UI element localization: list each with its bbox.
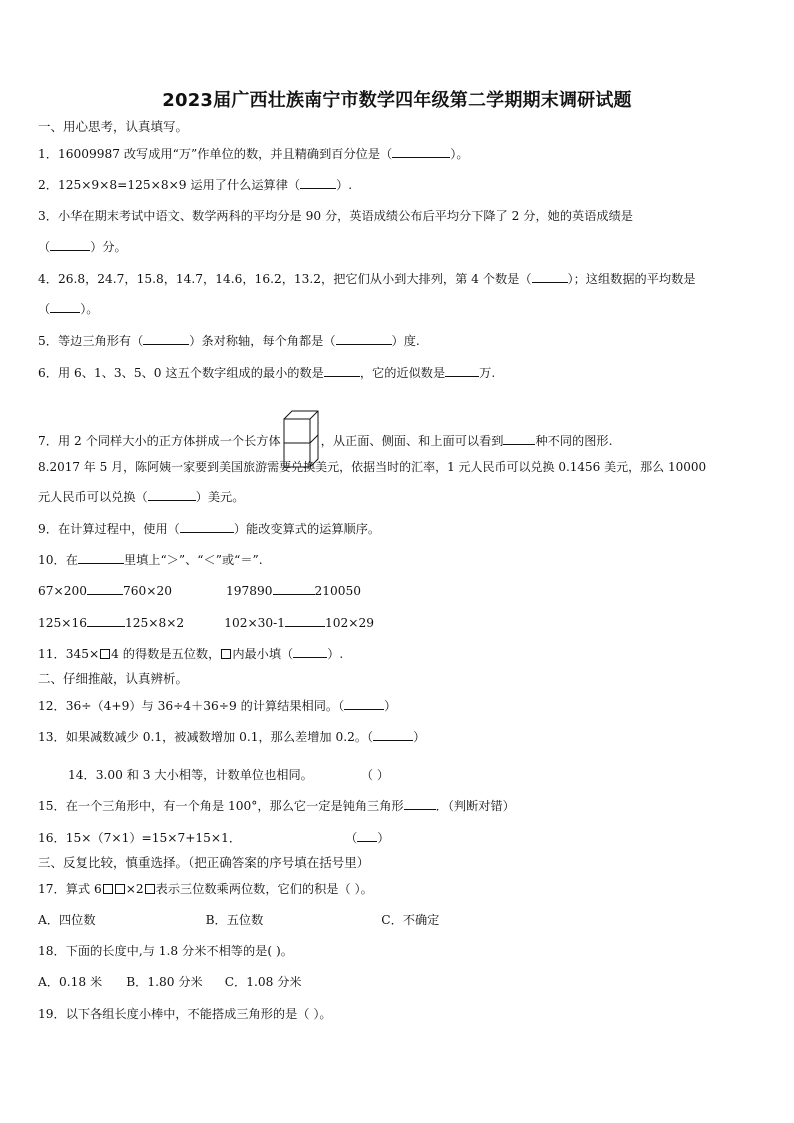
answer-blank[interactable] bbox=[293, 645, 327, 658]
question-8-line-2: 元人民币可以兑换（ ）美元。 bbox=[38, 490, 245, 504]
answer-blank[interactable] bbox=[87, 582, 123, 595]
answer-blank bbox=[78, 551, 124, 564]
box-placeholder bbox=[100, 649, 110, 659]
question-9: 9．在计算过程中，使用（ ）能改变算式的运算顺序。 bbox=[38, 522, 381, 536]
answer-blank[interactable] bbox=[445, 364, 479, 377]
question-10-row-2: 125×16 125×8×2 102×30-1 102×29 bbox=[38, 616, 375, 630]
question-10-row-1: 67×200 760×20 197890 210050 bbox=[38, 584, 362, 598]
answer-blank[interactable] bbox=[503, 432, 535, 445]
answer-blank[interactable] bbox=[50, 300, 80, 313]
box-placeholder bbox=[115, 884, 125, 894]
question-3-line-2: （ ）分。 bbox=[38, 240, 127, 254]
question-18-options bbox=[38, 973, 302, 991]
question-5: 5．等边三角形有（ ）条对称轴，每个角都是（ ）度. bbox=[38, 334, 420, 348]
answer-blank[interactable] bbox=[344, 697, 384, 710]
option-b[interactable]: B．五位数 bbox=[205, 913, 264, 927]
question-4-line-2: （ ）。 bbox=[38, 302, 99, 316]
question-13: 13．如果减数减少 0.1，被减数增加 0.1，那么差增加 0.2。（ ） bbox=[38, 730, 426, 744]
question-4-line-1: 4．26.8，24.7，15.8，14.7，14.6，16.2，13.2，把它们从小到大排列，第 4 个数是（ ）；这组数据的平均数是 bbox=[38, 272, 696, 286]
question-8-line-1: 8.2017 年 5 月，陈阿姨一家要到美国旅游需要兑换美元，依据当时的汇率，1 元人民币可以兑换 0.1456 美元，那么 10000 bbox=[38, 460, 707, 474]
option-a[interactable]: A．0.18 米 bbox=[38, 975, 103, 989]
option-c[interactable]: C．不确定 bbox=[381, 913, 440, 927]
answer-bracket[interactable]: （ ） bbox=[360, 768, 390, 782]
answer-blank[interactable] bbox=[392, 145, 450, 158]
answer-blank[interactable] bbox=[180, 520, 234, 533]
answer-blank[interactable] bbox=[324, 364, 360, 377]
answer-blank[interactable] bbox=[357, 829, 377, 842]
answer-blank[interactable] bbox=[336, 332, 392, 345]
question-18: 18．下面的长度中,与 1.8 分米不相等的是( )。 bbox=[38, 944, 293, 958]
question-14: 14．3.00 和 3 大小相等，计数单位也相同。 （ ） bbox=[68, 768, 390, 782]
question-19: 19．以下各组长度小棒中，不能搭成三角形的是（ ）。 bbox=[38, 1007, 332, 1021]
question-1: 1．16009987 改写成用“万”作单位的数，并且精确到百分位是（ ）。 bbox=[38, 147, 469, 161]
option-a[interactable]: A．四位数 bbox=[38, 913, 96, 927]
section-3-heading: 三、反复比较，慎重选择。（把正确答案的序号填在括号里） bbox=[38, 855, 370, 870]
answer-blank[interactable] bbox=[273, 582, 315, 595]
answer-blank[interactable] bbox=[87, 614, 125, 627]
question-12: 12．36÷（4+9）与 36÷4＋36÷9 的计算结果相同。（ ） bbox=[38, 699, 397, 713]
answer-blank[interactable] bbox=[532, 270, 568, 283]
option-b[interactable]: B．1.80 分米 bbox=[126, 975, 203, 989]
box-placeholder bbox=[221, 649, 231, 659]
question-6: 6．用 6、1、3、5、0 这五个数字组成的最小的数是 ，它的近似数是 万. bbox=[38, 366, 496, 380]
option-c[interactable]: C．1.08 分米 bbox=[224, 975, 302, 989]
answer-blank[interactable] bbox=[300, 176, 336, 189]
answer-blank[interactable] bbox=[143, 332, 189, 345]
box-placeholder bbox=[103, 884, 113, 894]
answer-blank[interactable] bbox=[148, 488, 196, 501]
question-10: 10．在 里填上“＞”、“＜”或“＝”. bbox=[38, 553, 263, 567]
section-2-heading: 二、仔细推敲，认真辨析。 bbox=[38, 671, 189, 686]
question-17-options bbox=[38, 911, 439, 929]
section-1-heading: 一、用心思考，认真填写。 bbox=[38, 119, 189, 134]
answer-blank[interactable] bbox=[404, 797, 436, 810]
question-7: 7．用 2 个同样大小的正方体拼成一个长方体 ，从正面、侧面、和上面可以看到 种不同的图形. bbox=[38, 410, 612, 473]
question-2: 2．125×9×8=125×8×9 运用了什么运算律（ ）. bbox=[38, 178, 353, 192]
question-11: 11．345× 4 的得数是五位数， 内最小填（ ）. bbox=[38, 647, 344, 661]
answer-blank[interactable] bbox=[373, 728, 413, 741]
question-3-line-1: 3．小华在期末考试中语文、数学两科的平均分是 90 分，英语成绩公布后平均分下降了 2 分，她的英语成绩是 bbox=[38, 209, 633, 223]
answer-blank[interactable] bbox=[285, 614, 325, 627]
question-15: 15．在一个三角形中，有一个角是 100°，那么它一定是钝角三角形 ．（判断对错） bbox=[38, 799, 515, 813]
answer-blank[interactable] bbox=[50, 238, 90, 251]
question-16: 16．15×（7×1）=15×7+15×1． （ ） bbox=[38, 831, 390, 845]
page-title: 2023届广西壮族南宁市数学四年级第二学期期末调研试题 bbox=[162, 90, 632, 111]
question-17: 17．算式 6 ×2 表示三位数乘两位数，它们的积是（ ）。 bbox=[38, 882, 373, 896]
box-placeholder bbox=[145, 884, 155, 894]
